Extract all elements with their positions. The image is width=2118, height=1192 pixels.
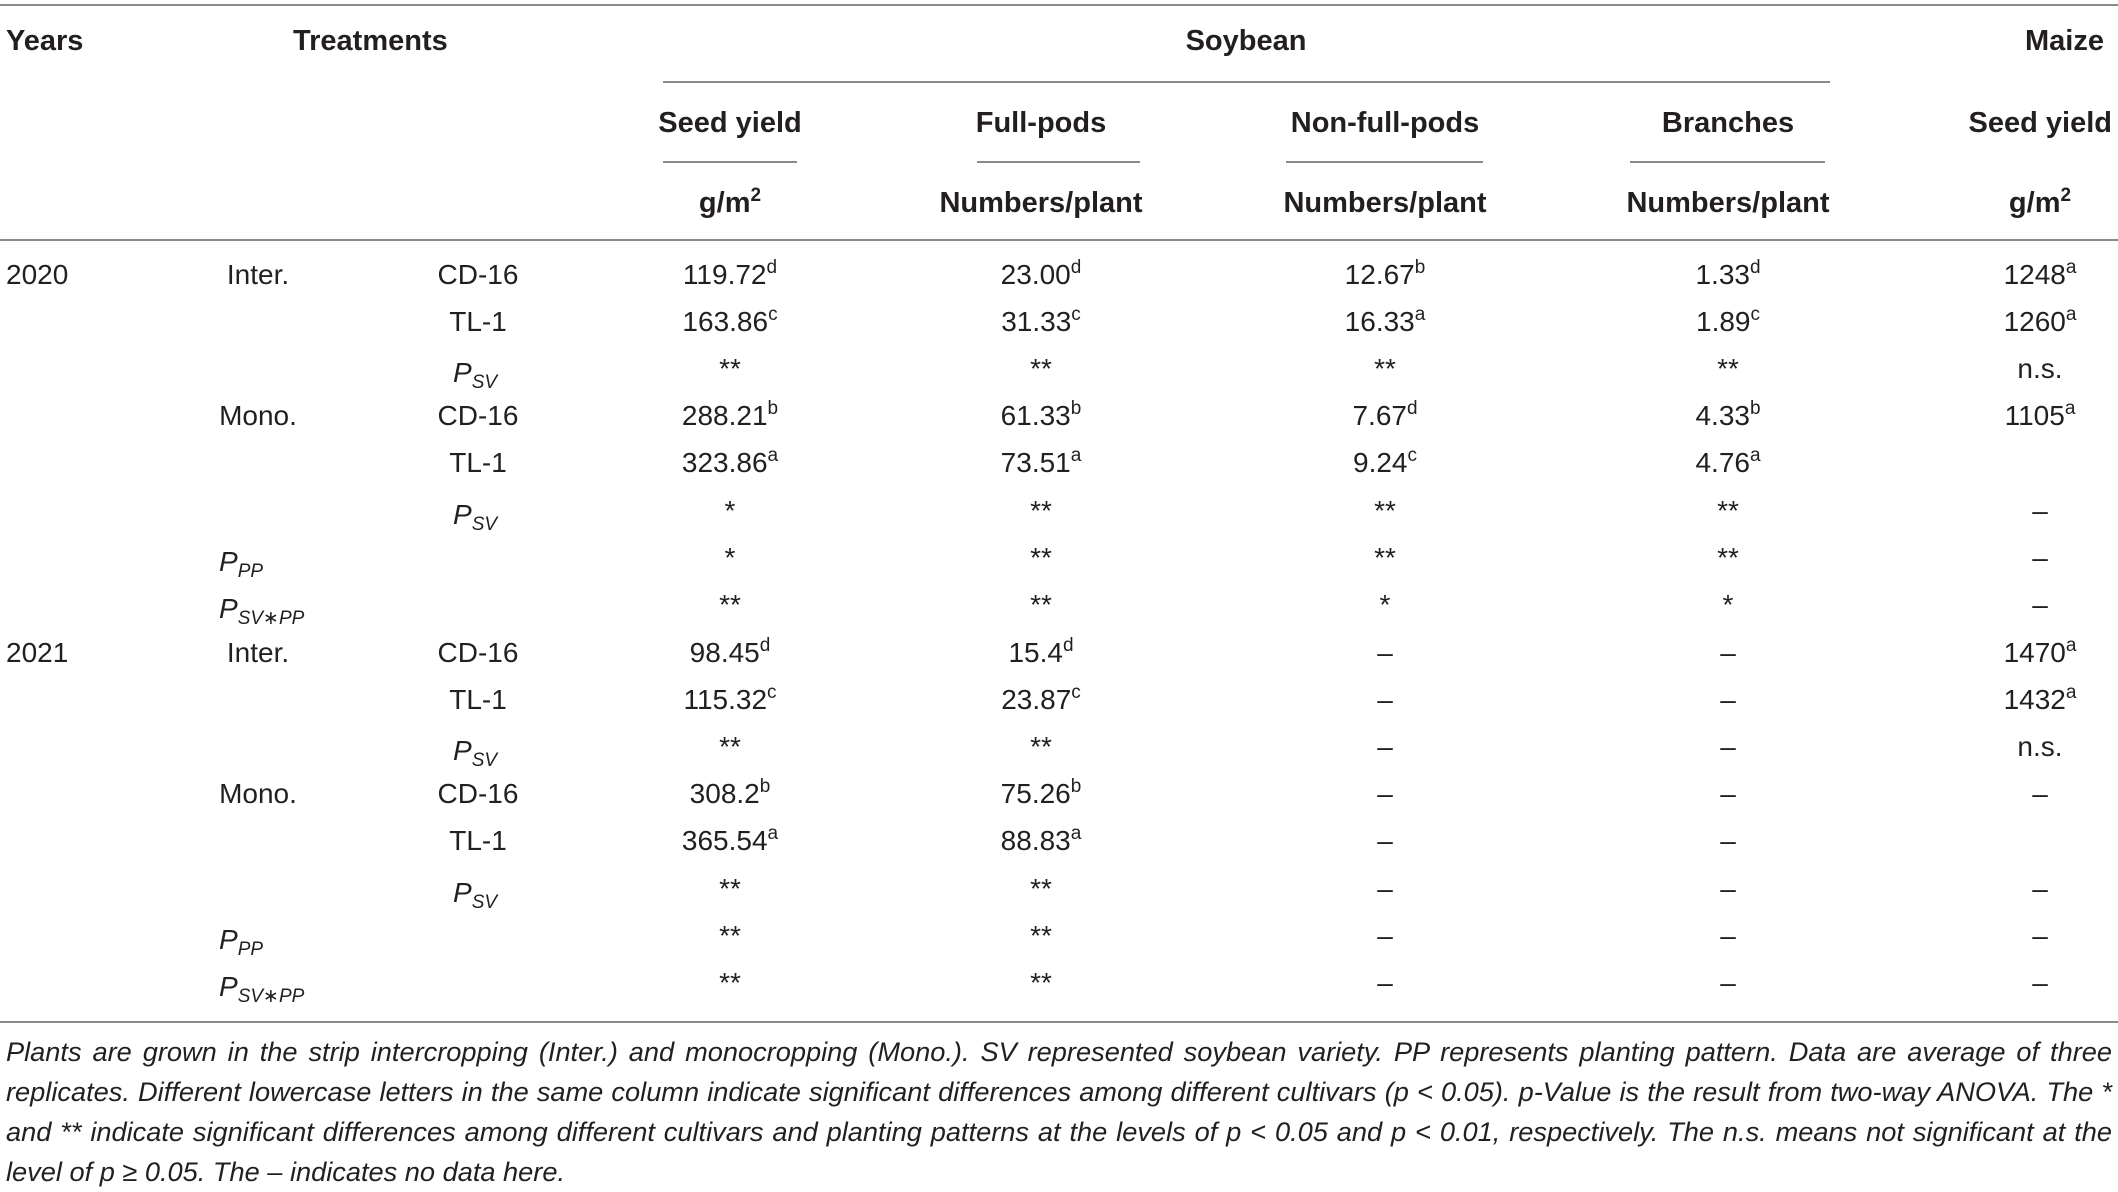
header-soybean: Soybean (1185, 25, 1307, 57)
non-full-pods-value: ** (1374, 495, 1396, 526)
p-value-label: $P_{SV∗PP}$ (219, 593, 305, 629)
maize-seed-yield-value: – (2032, 589, 2048, 620)
seed-yield-value: 288.21$^b$ (681, 398, 779, 431)
branches-value: * (1722, 589, 1734, 620)
seed-yield-value: 115.32$^c$ (683, 682, 777, 715)
branches-value: – (1720, 967, 1736, 998)
full-pods-value: 61.33$^b$ (1000, 398, 1082, 431)
maize-seed-yield-value: – (2032, 495, 2048, 526)
variety-cell: TL-1 (449, 825, 507, 856)
full-pods-value: ** (1030, 495, 1052, 526)
seed-yield-value: 98.45$^d$ (689, 635, 771, 668)
non-full-pods-value: – (1377, 778, 1393, 809)
planting-pattern-cell: Inter. (226, 637, 290, 668)
maize-seed-yield-value: 1105$^a$ (2004, 398, 2076, 431)
seed-yield-value: ** (719, 967, 741, 998)
p-value-label: $P_{PP}$ (219, 924, 264, 960)
unit-branches: Numbers/plant (1626, 187, 1830, 219)
maize-seed-yield-value: 1248$^a$ (2003, 257, 2077, 290)
non-full-pods-value: 12.67$^b$ (1344, 257, 1426, 290)
non-full-pods-value: – (1377, 967, 1393, 998)
seed-yield-value: 163.86$^c$ (682, 304, 778, 337)
non-full-pods-value: – (1377, 825, 1393, 856)
variety-cell: TL-1 (449, 306, 507, 337)
unit-full-pods: Numbers/plant (939, 187, 1143, 219)
branches-value: – (1720, 825, 1736, 856)
table-footnote: Plants are grown in the strip intercropping (Inter.) and monocropping (Mono.). SV represented soybean variety. PP represents planting pattern. Data are average of three replicates. Different lowercase letters in the same column indicate significant differences among different cultivars (p < 0.05). p-Value is the result from two-way ANOVA. The * and ** indicate significant differences among different cultivars and planting patterns at the levels of p < 0.05 and p < 0.01, respectively. The n.s. means not significant at the level of p ≥ 0.05. The – indicates no data here. (6, 1036, 2112, 1187)
full-pods-value: 75.26$^b$ (1000, 776, 1082, 809)
full-pods-value: 88.83$^a$ (1000, 823, 1082, 856)
p-value-label: $P_{SV}$ (453, 357, 498, 393)
full-pods-value: 15.4$^d$ (1008, 635, 1074, 668)
maize-seed-yield-value: – (2032, 778, 2048, 809)
planting-pattern-cell: Mono. (219, 778, 297, 809)
variety-cell: CD-16 (437, 259, 519, 290)
branches-value: – (1720, 731, 1736, 762)
branches-value: – (1720, 684, 1736, 715)
branches-underline (1630, 161, 1825, 163)
seed-yield-value: ** (719, 873, 741, 904)
maize-seed-yield-value: 1470$^a$ (2003, 635, 2077, 668)
full-pods-value: ** (1030, 920, 1052, 951)
non-full-pods-value: 7.67$^d$ (1352, 398, 1418, 431)
header-maize: Maize (2025, 25, 2104, 57)
seed-yield-value: 119.72$^d$ (682, 257, 778, 290)
seed-yield-value: 308.2$^b$ (689, 776, 771, 809)
branches-value: 4.33$^b$ (1695, 398, 1761, 431)
branches-value: ** (1717, 495, 1739, 526)
branches-value: – (1720, 778, 1736, 809)
non-full-pods-value: ** (1374, 542, 1396, 573)
non-full-pods-value: ** (1374, 353, 1396, 384)
header-full-pods: Full-pods (975, 107, 1107, 139)
non-full-pods-value: – (1377, 684, 1393, 715)
year-cell: 2020 (6, 259, 69, 290)
header-seed-yield: Seed yield (658, 107, 802, 139)
full-pods-value: 23.00$^d$ (1000, 257, 1082, 290)
seed-yield-value: * (724, 495, 736, 526)
year-cell: 2021 (6, 637, 69, 668)
branches-value: ** (1717, 542, 1739, 573)
maize-seed-yield-value: – (2032, 873, 2048, 904)
seed-yield-value: 323.86$^a$ (681, 445, 779, 478)
non-full-pods-value: – (1377, 873, 1393, 904)
seed-yield-value: ** (719, 731, 741, 762)
p-value-label: $P_{PP}$ (219, 546, 264, 582)
maize-seed-yield-value: n.s. (2017, 731, 2063, 762)
full-pods-value: ** (1030, 873, 1052, 904)
non-full-pods-value: – (1377, 920, 1393, 951)
full-pods-value: ** (1030, 353, 1052, 384)
non-full-pods-value: * (1379, 589, 1391, 620)
unit-seed-yield: $g/m^2$ (698, 185, 762, 219)
branches-value: 1.89$^c$ (1696, 304, 1760, 337)
maize-seed-yield-value: n.s. (2017, 353, 2063, 384)
maize-seed-yield-value: 1432$^a$ (2003, 682, 2077, 715)
planting-pattern-cell: Mono. (219, 400, 297, 431)
non-full-pods-value: 9.24$^c$ (1353, 445, 1417, 478)
full-pods-value: 31.33$^c$ (1001, 304, 1081, 337)
maize-seed-yield-value: – (2032, 920, 2048, 951)
seed-yield-value: * (724, 542, 736, 573)
header-bottom-rule (0, 239, 2118, 241)
full-pods-value: ** (1030, 967, 1052, 998)
seed-yield-underline (663, 161, 797, 163)
non-full-pods-value: – (1377, 637, 1393, 668)
variety-cell: TL-1 (449, 447, 507, 478)
non-full-pods-value: 16.33$^a$ (1344, 304, 1426, 337)
full-pods-value: ** (1030, 542, 1052, 573)
header-branches: Branches (1661, 107, 1795, 139)
header-treatments: Treatments (293, 25, 448, 57)
header-years: Years (6, 25, 84, 57)
seed-yield-value: ** (719, 920, 741, 951)
maize-seed-yield-value: – (2032, 967, 2048, 998)
unit-non-full-pods: Numbers/plant (1283, 187, 1487, 219)
full-pods-value: ** (1030, 589, 1052, 620)
full-pods-value: 23.87$^c$ (1001, 682, 1081, 715)
branches-value: – (1720, 920, 1736, 951)
non-full-pods-underline (1286, 161, 1483, 163)
unit-maize-seed-yield: $g/m^2$ (2008, 185, 2072, 219)
soybean-span-rule (663, 81, 1830, 83)
p-value-label: $P_{SV}$ (453, 735, 498, 771)
p-value-label: $P_{SV∗PP}$ (219, 971, 305, 1007)
full-pods-underline (977, 161, 1140, 163)
variety-cell: CD-16 (437, 637, 519, 668)
table-bottom-rule (0, 1021, 2118, 1023)
branches-value: ** (1717, 353, 1739, 384)
planting-pattern-cell: Inter. (226, 259, 290, 290)
top-rule (0, 4, 2118, 6)
seed-yield-value: ** (719, 589, 741, 620)
non-full-pods-value: – (1377, 731, 1393, 762)
branches-value: – (1720, 637, 1736, 668)
full-pods-value: ** (1030, 731, 1052, 762)
full-pods-value: 73.51$^a$ (1000, 445, 1082, 478)
branches-value: 1.33$^d$ (1695, 257, 1761, 290)
p-value-label: $P_{SV}$ (453, 499, 498, 535)
p-value-label: $P_{SV}$ (453, 877, 498, 913)
seed-yield-value: 365.54$^a$ (681, 823, 779, 856)
maize-seed-yield-value: – (2032, 542, 2048, 573)
maize-seed-yield-value: 1260$^a$ (2003, 304, 2077, 337)
header-non-full-pods: Non-full-pods (1290, 107, 1480, 139)
variety-cell: CD-16 (437, 778, 519, 809)
variety-cell: CD-16 (437, 400, 519, 431)
branches-value: 4.76$^a$ (1695, 445, 1761, 478)
header-maize-seed-yield: Seed yield (1968, 107, 2112, 139)
seed-yield-value: ** (719, 353, 741, 384)
variety-cell: TL-1 (449, 684, 507, 715)
branches-value: – (1720, 873, 1736, 904)
